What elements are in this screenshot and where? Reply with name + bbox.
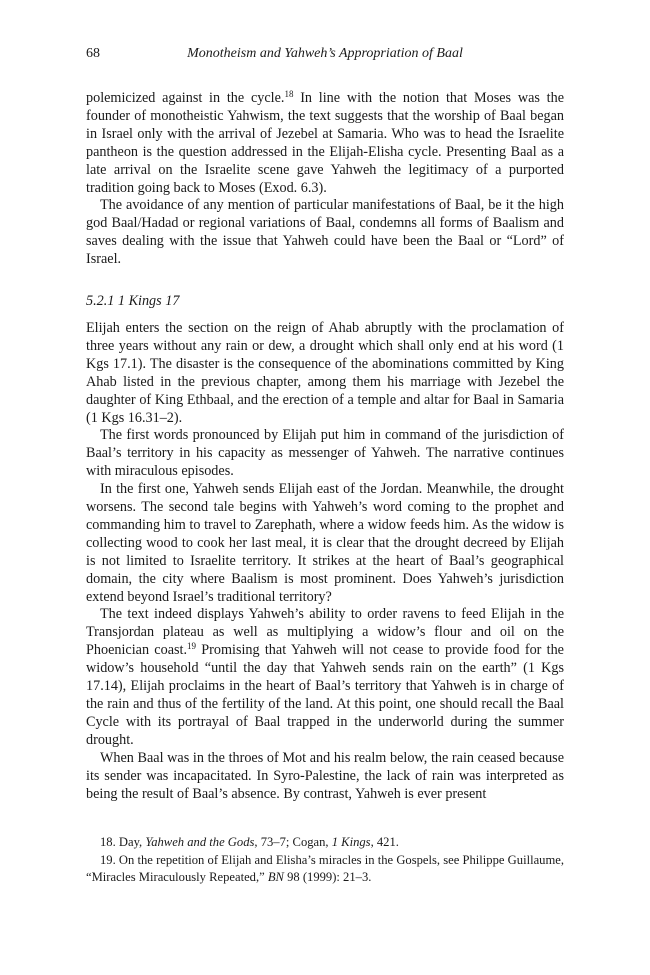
footnote-ref-19[interactable]: 19 (187, 641, 196, 652)
paragraph-1-text-a: polemicized against in the cycle. (86, 90, 285, 106)
paragraph-1-text-b: In line with the notion that Moses was the founder of monotheistic Yahwism, the text suggests that the worship of Baal began in Israel only with the arrival of Jezebel at Samaria. Who was to head the Israelite pantheon is the question addressed in the Elijah-Elisha cycle. Presenting Baal as a late arrival on the Israelite scene gave Yahweh the legitimacy of a purported tradition going back to Moses (Exod. 6.3). (86, 90, 564, 196)
footnote-18-title-2: 1 Kings (331, 835, 371, 849)
running-title: Monotheism and Yahweh’s Appropriation of Baal (187, 46, 463, 61)
paragraph-6-text-a: The text indeed displays Yahweh’s ability to order ravens to feed Elijah in the Transjordan plateau as well as multiplying a widow’s flour and oil on the Phoenician coast. (86, 606, 564, 659)
paragraph-2: The avoidance of any mention of particular manifestations of Baal, be it the high god Baal/Hadad or regional variations of Baal, condemns all forms of Baalism and saves dealing with the issue that Yahweh could have been the Baal or “Lord” of Israel. (86, 197, 564, 268)
paragraph-1 (86, 90, 564, 197)
footnote-19 (86, 852, 564, 887)
footnote-19-text-a: 19. On the repetition of Elijah and Elisha’s miracles in the Gospels, see Philippe Guillaume, “Miracles Miraculously Repeated,” (86, 852, 564, 884)
body-text (86, 90, 564, 803)
footnote-18-text-c: , 421. (370, 835, 399, 849)
paragraph-6-text-b: Promising that Yahweh will not cease to provide food for the widow’s household “until the day that Yahweh sends rain on the earth” (1 Kgs 17.14), Elijah proclaims in the heart of Baal’s territory that Yahweh is in charge of the rain and thus of the fertility of the land. At this point, one should recall the Baal Cycle with its portrayal of Baal trapped in the underworld during the summer drought. (86, 642, 564, 748)
paragraph-3: Elijah enters the section on the reign of Ahab abruptly with the proclamation of three years without any rain or dew, a drought which shall only end at his word (1 Kgs 17.1). The disaster is the consequence of the abominations committed by King Ahab listed in the previous chapter, among them his marriage with Jezebel the daughter of King Ethbaal, and the erection of a temple and altar for Baal in Samaria (1 Kgs 16.31–2). (86, 319, 564, 426)
paragraph-6 (86, 606, 564, 749)
footnotes (86, 834, 564, 887)
footnote-18-text-a: 18. Day, (100, 835, 146, 849)
footnote-18-text-b: , 73–7; Cogan, (254, 835, 332, 849)
footnote-ref-18[interactable]: 18 (284, 89, 294, 99)
footnote-18-title-1: Yahweh and the Gods (145, 835, 255, 849)
page-number: 68 (86, 46, 100, 61)
footnote-19-journal: BN (267, 870, 284, 884)
paragraph-5: In the first one, Yahweh sends Elijah east of the Jordan. Meanwhile, the drought worsens. The second tale begins with Yahweh’s word coming to the prophet and commanding him to travel to Zarephath, where a widow feeds him. As the widow is collecting wood to cook her last meal, it is clear that the drought decreed by Elijah is not limited to Israelite territory. It strikes at the heart of Baal’s geographical domain, the city where Baalism is most prominent. Does Yahweh’s jurisdiction extend beyond Israel’s traditional territory? (86, 481, 564, 605)
page-header (86, 46, 564, 66)
paragraph-4: The first words pronounced by Elijah put him in command of the jurisdiction of Baal’s territory in his capacity as messenger of Yahweh. The narrative continues with miraculous episodes. (86, 427, 564, 480)
section-heading: 5.2.1 1 Kings 17 (86, 293, 180, 310)
footnote-19-text-b: 98 (1999): 21–3. (283, 870, 372, 884)
paragraph-7: When Baal was in the throes of Mot and his realm below, the rain ceased because its sender was incapacitated. In Syro-Palestine, the lack of rain was interpreted as being the result of Baal’s absence. By contrast, Yahweh is ever present (86, 749, 564, 802)
footnote-18 (86, 834, 564, 852)
